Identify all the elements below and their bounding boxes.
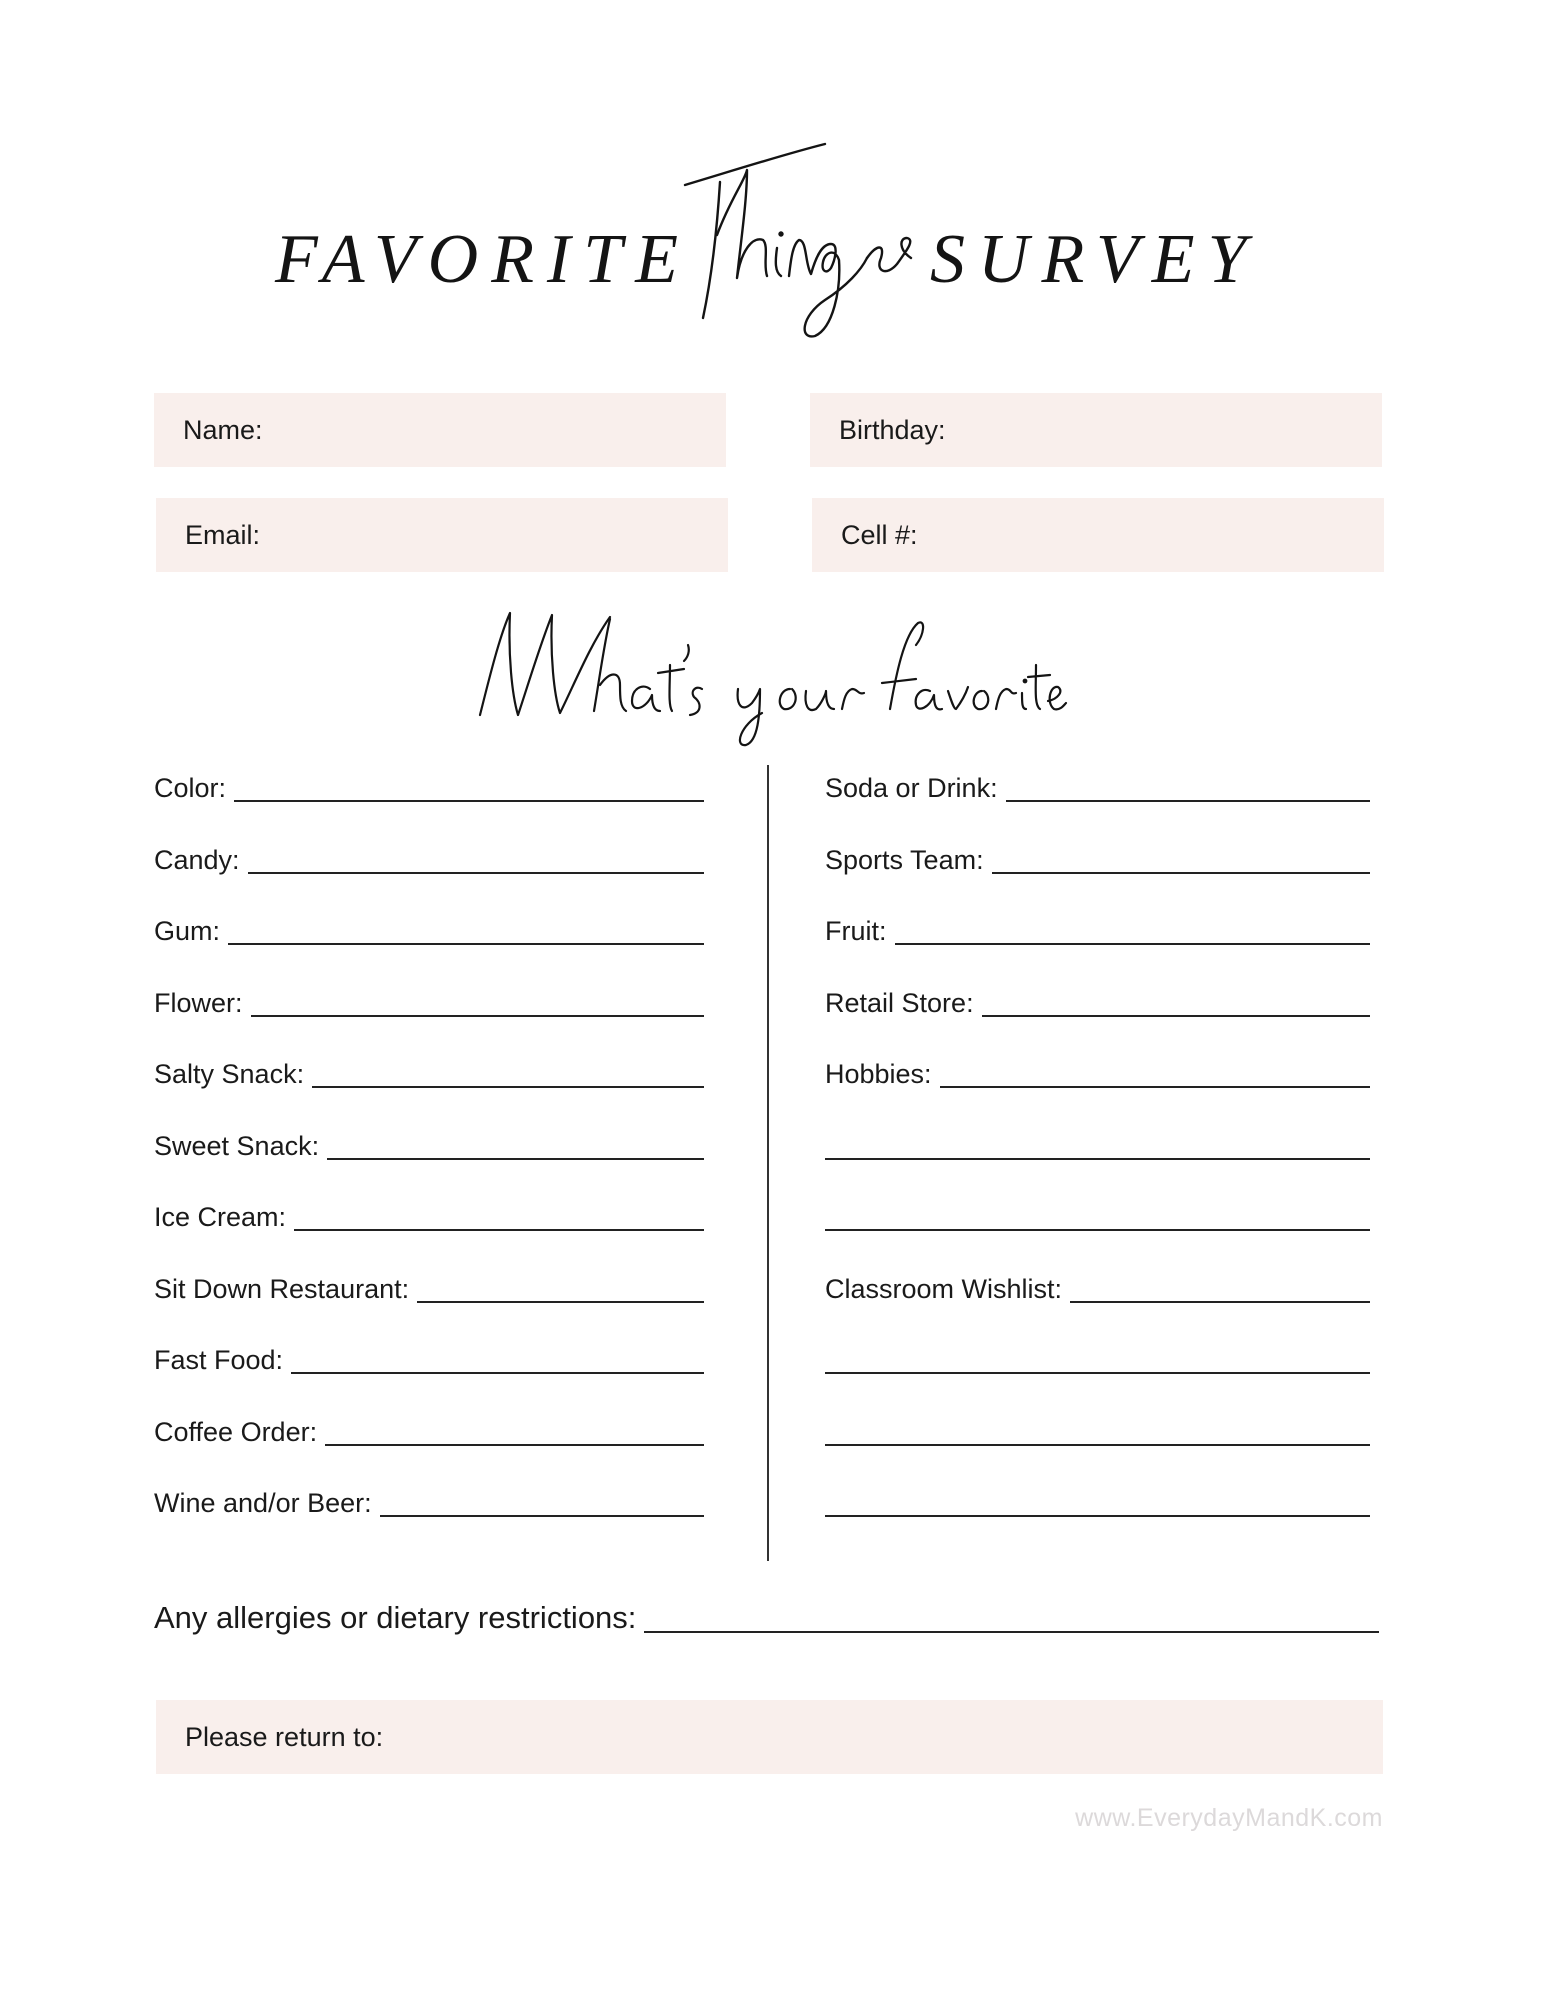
field-label: Sports Team: — [825, 844, 984, 875]
survey-row[interactable] — [154, 1233, 704, 1305]
answer-line[interactable] — [825, 1443, 1370, 1446]
title-favorite: FAVORITE — [275, 221, 691, 298]
column-divider — [767, 765, 769, 1561]
allergies-label: Any allergies or dietary restrictions: — [154, 1600, 637, 1635]
email-label: Email: — [185, 519, 261, 550]
subtitle-script — [470, 605, 1070, 755]
answer-line[interactable] — [940, 1085, 1370, 1088]
survey-row[interactable] — [154, 768, 704, 804]
field-label: Retail Store: — [825, 987, 974, 1018]
left-survey-column — [154, 768, 704, 1519]
email-field[interactable] — [156, 498, 728, 572]
survey-row[interactable] — [825, 876, 1370, 948]
survey-row[interactable] — [825, 804, 1370, 876]
answer-line[interactable] — [982, 1014, 1370, 1017]
title-things-script — [675, 140, 945, 350]
answer-line[interactable] — [644, 1630, 1379, 1633]
survey-row[interactable] — [154, 1376, 704, 1448]
survey-row[interactable] — [154, 1305, 704, 1377]
survey-row[interactable] — [825, 947, 1370, 1019]
survey-row[interactable] — [154, 876, 704, 948]
field-label: Sit Down Restaurant: — [154, 1273, 410, 1304]
survey-row[interactable] — [825, 1233, 1370, 1305]
title-survey: SURVEY — [930, 221, 1260, 298]
allergies-row[interactable] — [154, 1600, 1379, 1636]
answer-line[interactable] — [1006, 799, 1370, 802]
answer-line[interactable] — [228, 942, 704, 945]
survey-row[interactable] — [825, 1019, 1370, 1091]
field-label: Wine and/or Beer: — [154, 1488, 372, 1518]
field-label: Classroom Wishlist: — [825, 1273, 1063, 1304]
field-label: Color: — [154, 773, 227, 803]
field-label: Soda or Drink: — [825, 773, 998, 803]
field-label: Gum: — [154, 916, 221, 946]
answer-line[interactable] — [825, 1228, 1370, 1231]
answer-line[interactable] — [248, 871, 704, 874]
field-label: Hobbies: — [825, 1059, 932, 1089]
field-label: Candy: — [154, 844, 240, 875]
survey-row-blank[interactable] — [825, 1305, 1370, 1377]
field-label: Sweet Snack: — [154, 1130, 320, 1161]
name-label: Name: — [183, 414, 263, 445]
survey-row[interactable] — [154, 1019, 704, 1091]
survey-row-blank[interactable] — [825, 1448, 1370, 1520]
answer-line[interactable] — [312, 1085, 704, 1088]
name-field[interactable] — [154, 393, 726, 467]
return-to-field[interactable] — [156, 1700, 1383, 1774]
answer-line[interactable] — [234, 799, 704, 802]
answer-line[interactable] — [294, 1228, 704, 1231]
survey-title — [0, 140, 1545, 350]
return-label: Please return to: — [185, 1721, 384, 1752]
survey-row-blank[interactable] — [825, 1162, 1370, 1234]
birthday-label: Birthday: — [839, 414, 946, 445]
survey-row[interactable] — [154, 804, 704, 876]
cell-label: Cell #: — [841, 519, 918, 550]
field-label: Coffee Order: — [154, 1416, 318, 1447]
field-label: Fast Food: — [154, 1345, 284, 1375]
field-label: Salty Snack: — [154, 1059, 305, 1089]
survey-row-blank[interactable] — [825, 1090, 1370, 1162]
answer-line[interactable] — [251, 1014, 704, 1017]
birthday-field[interactable] — [810, 393, 1382, 467]
survey-row[interactable] — [154, 1162, 704, 1234]
answer-line[interactable] — [1070, 1300, 1370, 1303]
field-label: Flower: — [154, 987, 243, 1018]
answer-line[interactable] — [825, 1371, 1370, 1374]
footer-url: www.EverydayMandK.com — [1075, 1804, 1383, 1832]
answer-line[interactable] — [325, 1443, 704, 1446]
answer-line[interactable] — [417, 1300, 704, 1303]
answer-line[interactable] — [825, 1514, 1370, 1517]
survey-row[interactable] — [154, 1090, 704, 1162]
survey-row[interactable] — [825, 768, 1370, 804]
survey-row[interactable] — [154, 947, 704, 1019]
survey-row[interactable] — [154, 1448, 704, 1520]
field-label: Ice Cream: — [154, 1202, 287, 1232]
right-survey-column — [825, 768, 1370, 1519]
answer-line[interactable] — [380, 1514, 704, 1517]
answer-line[interactable] — [992, 871, 1370, 874]
answer-line[interactable] — [895, 942, 1370, 945]
answer-line[interactable] — [327, 1157, 704, 1160]
cell-field[interactable] — [812, 498, 1384, 572]
field-label: Fruit: — [825, 916, 887, 946]
answer-line[interactable] — [291, 1371, 704, 1374]
answer-line[interactable] — [825, 1157, 1370, 1160]
survey-row-blank[interactable] — [825, 1376, 1370, 1448]
